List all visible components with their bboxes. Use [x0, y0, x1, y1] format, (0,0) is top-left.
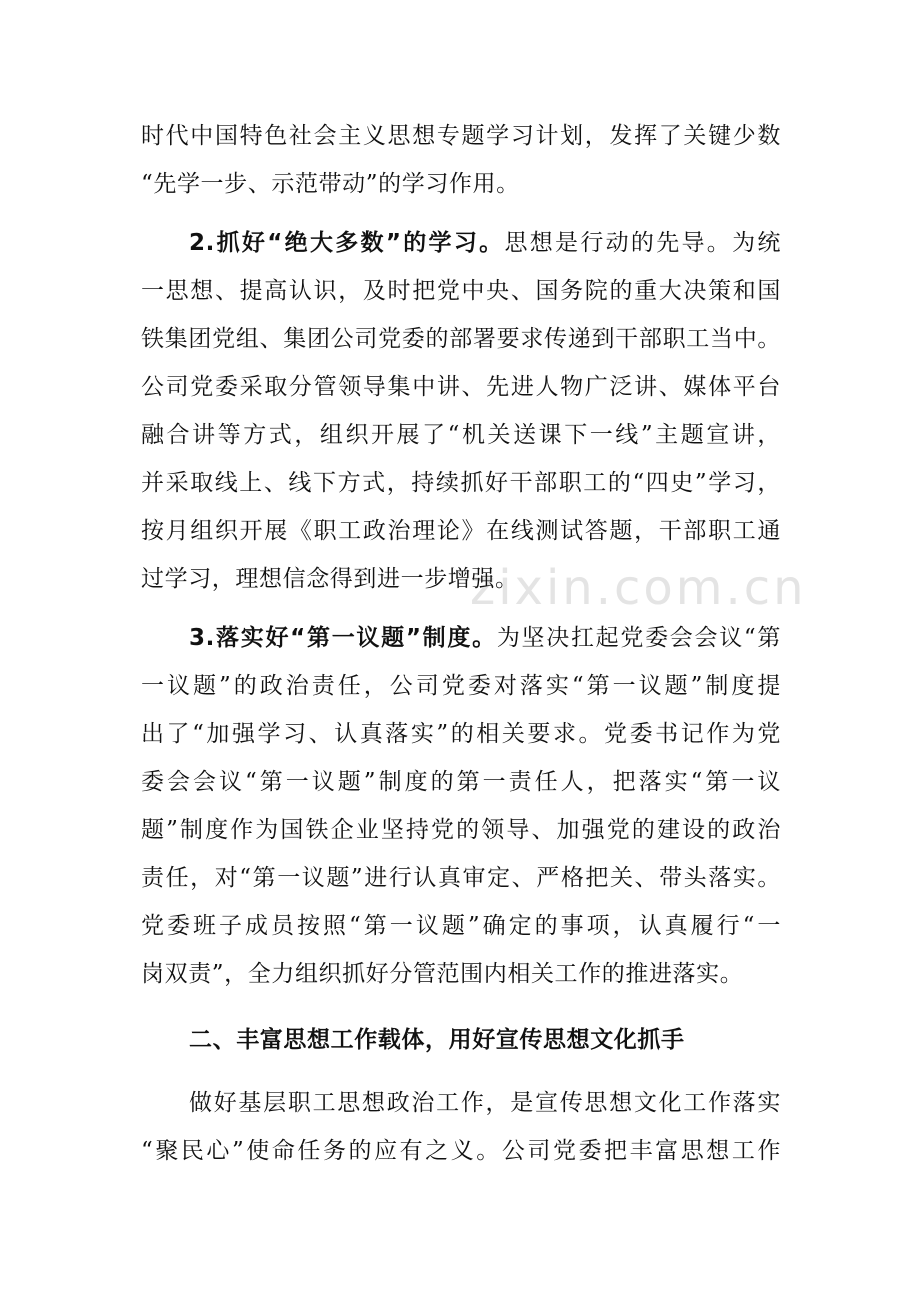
body-line: 岗双责”，全力组织抓好分管范围内相关工作的推进落实。 [141, 961, 744, 987]
body-line: “聚民心”使命任务的应有之义。公司党委把丰富思想工作 [141, 1138, 781, 1164]
body-line: 时代中国特色社会主义思想专题学习计划，发挥了关键少数 [141, 123, 781, 149]
body-line: 并采取线上、线下方式，持续抓好干部职工的“四史”学习， [141, 470, 781, 496]
body-line: 一议题”的政治责任，公司党委对落实“第一议题”制度提 [141, 673, 781, 699]
body-line: 公司党委采取分管领导集中讲、先进人物广泛讲、媒体平台 [141, 374, 781, 400]
body-line: “先学一步、示范带动”的学习作用。 [141, 171, 520, 197]
body-line: 做好基层职工思想政治工作，是宣传思想文化工作落实 [189, 1090, 781, 1116]
body-line: 融合讲等方式，组织开展了“机关送课下一线”主题宣讲， [141, 422, 781, 448]
body-line: 一思想、提高认识，及时把党中央、国务院的重大决策和国 [141, 278, 781, 304]
body-line: 按月组织开展《职工政治理论》在线测试答题，干部职工通 [141, 518, 781, 544]
section-2-heading: 2.抓好“绝大多数”的学习。 [189, 230, 505, 256]
section-3-heading-line: 3.落实好“第一议题”制度。为坚决扛起党委会会议“第 [189, 625, 781, 651]
body-line: 题”制度作为国铁企业坚持党的领导、加强党的建设的政治 [141, 817, 781, 843]
watermark-text: zixin.com.cn [470, 560, 807, 616]
body-line: 铁集团党组、集团公司党委的部署要求传递到干部职工当中。 [141, 326, 781, 352]
section-2-heading-line: 2.抓好“绝大多数”的学习。思想是行动的先导。为统 [189, 230, 782, 256]
body-line: 党委班子成员按照“第一议题”确定的事项，认真履行“一 [141, 913, 781, 939]
body-line: 委会会议“第一议题”制度的第一责任人，把落实“第一议 [141, 769, 781, 795]
chapter-heading: 二、丰富思想工作载体，用好宣传思想文化抓手 [189, 1027, 685, 1053]
chapter-heading-line [189, 1024, 781, 1056]
body-line: 责任，对“第一议题”进行认真审定、严格把关、带头落实。 [141, 865, 781, 891]
body-line: 过学习，理想信念得到进一步增强。 [141, 566, 519, 592]
body-line: 出了“加强学习、认真落实”的相关要求。党委书记作为党 [141, 721, 781, 747]
section-3-heading: 3.落实好“第一议题”制度。 [189, 625, 497, 651]
